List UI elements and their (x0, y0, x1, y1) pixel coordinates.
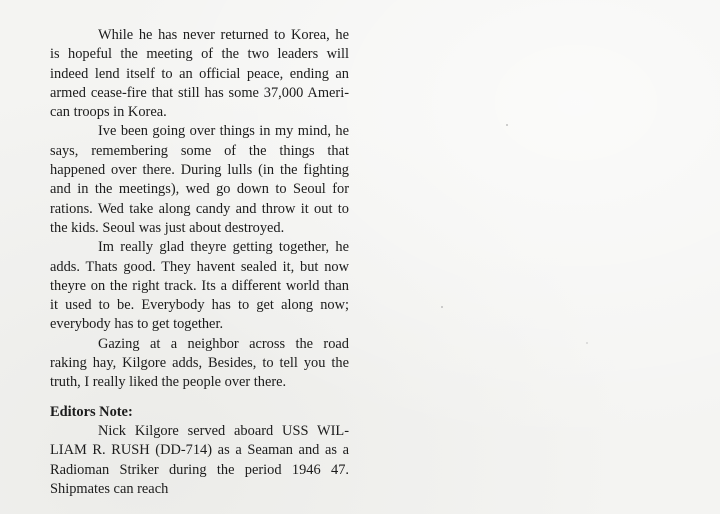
text-line: and in the meetings), wed go down to Seoul for (50, 181, 349, 198)
text-line: truth, I really liked the people over there. (50, 374, 287, 391)
text-line: rations. Wed take along candy and throw it out to (50, 200, 349, 217)
text-line: Im really glad theyre getting together, he (98, 239, 349, 256)
editors-note (50, 403, 349, 499)
text-line: armed cease-fire that still has some 37,000 Ameri- (50, 84, 349, 101)
scan-speck (441, 306, 443, 308)
section-gap (50, 393, 349, 403)
paragraph-2 (50, 122, 349, 238)
text-line: raking hay, Kilgore adds, Besides, to tell you the (50, 355, 349, 372)
text-line: theyre on the right track. Its a different world than (50, 277, 349, 294)
scan-speck (506, 124, 508, 126)
scan-speck (586, 342, 588, 344)
article-column (50, 26, 349, 499)
text-line: Ive been going over things in my mind, he (98, 123, 349, 140)
text-line: indeed lend itself to an official peace, ending an (50, 65, 349, 82)
paragraph-3 (50, 238, 349, 334)
text-line: adds. Thats good. They havent sealed it, but now (50, 258, 349, 275)
paragraph-1 (50, 26, 349, 122)
text-line: Nick Kilgore served aboard USS WIL- (98, 422, 349, 439)
text-line: Radioman Striker during the period 1946 47. (50, 461, 349, 478)
text-line: is hopeful the meeting of the two leaders will (50, 46, 349, 63)
text-line: everybody has to get together. (50, 316, 224, 333)
paragraph-4 (50, 335, 349, 393)
text-line: LIAM R. RUSH (DD-714) as a Seaman and as a (50, 442, 349, 459)
text-line: the kids. Seoul was just about destroyed. (50, 219, 285, 236)
text-line: While he has never returned to Korea, he (98, 27, 349, 43)
text-line: says, remembering some of the things that (50, 142, 349, 159)
text-line: it used to be. Everybody has to get along now; (50, 297, 349, 314)
text-line: can troops in Korea. (50, 104, 167, 121)
text-line: happened over there. During lulls (in the fighting (50, 162, 349, 179)
editors-note-heading: Editors Note: (50, 403, 133, 420)
text-line: Gazing at a neighbor across the road (98, 335, 349, 352)
text-line: Shipmates can reach (50, 480, 169, 497)
